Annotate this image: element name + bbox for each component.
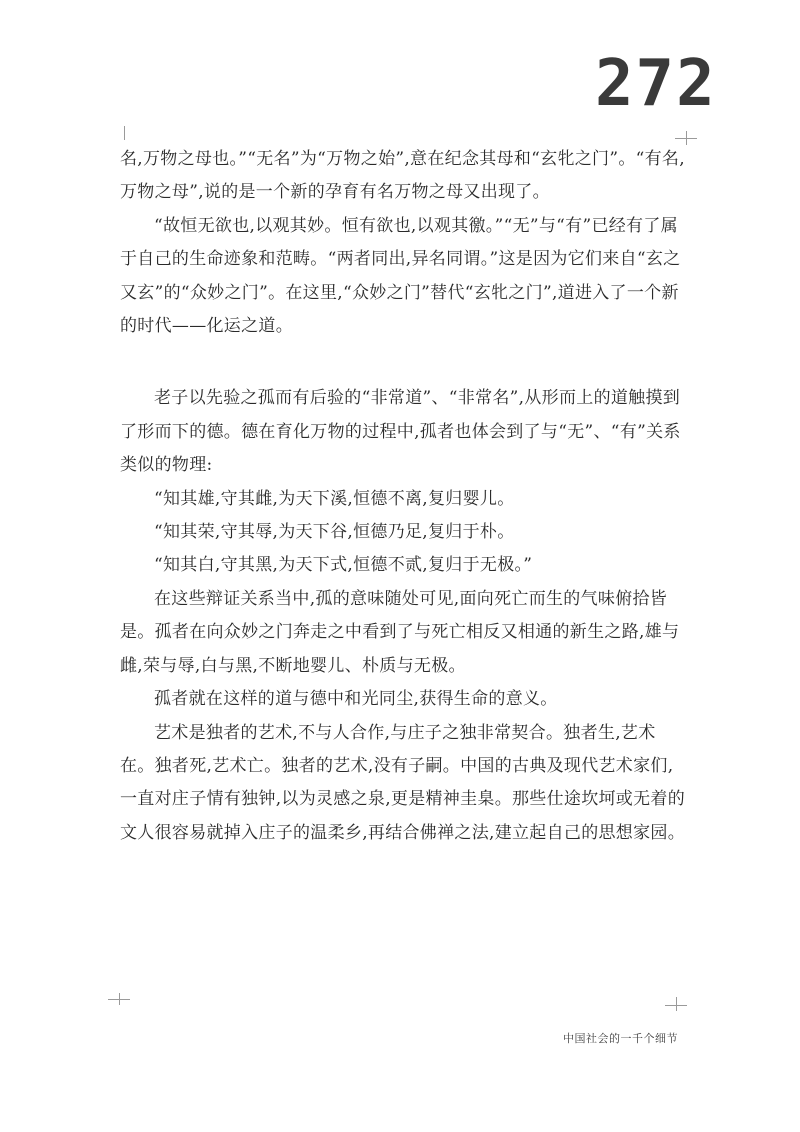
paragraph: 老子以先验之孤而有后验的“非常道”、“非常名”,从形而上的道触摸到了形而下的德。德在育化万物的过程中,孤者也体会到了与“无”、“有”关系类似的物理: (120, 388, 681, 476)
crop-mark-bottom-right-v (676, 997, 677, 1011)
crop-mark-top-left (124, 126, 125, 140)
paragraph: “故恒无欲也,以观其妙。恒有欲也,以观其徼。”“无”与“有”已经有了属于自己的生命迹象和范畴。“两者同出,异名同谓。”这是因为它们来自“玄之又玄”的“众妙之门”。在这里,“众妙之门”替代“玄牝之门”,道进入了一个新的时代——化运之道。 (120, 215, 681, 337)
paragraph: 名,万物之母也。”“无名”为“万物之始”,意在纪念其母和“玄牝之门”。“有名,万物之母”,说的是一个新的孕育有名万物之母又出现了。 (120, 149, 685, 203)
crop-mark-top-right-v (686, 131, 687, 145)
quote-line: “知其白,守其黑,为天下式,恒德不贰,复归于无极。” (154, 555, 533, 576)
quote-line: “知其荣,守其辱,为天下谷,恒德乃足,复归于朴。 (154, 522, 515, 543)
crop-mark-bottom-left-v (119, 993, 120, 1005)
quote-line: “知其雄,守其雌,为天下溪,恒德不离,复归婴儿。 (154, 488, 515, 509)
paragraph: 在这些辩证关系当中,孤的意味随处可见,面向死亡而生的气味俯拾皆是。孤者在向众妙之门奔走之中看到了与死亡相反又相通的新生之路,雄与雌,荣与辱,白与黑,不断地婴儿、朴质与无极。 (120, 588, 680, 676)
running-footer: 中国社会的一千个细节 (563, 1032, 678, 1045)
body-text (120, 143, 685, 850)
page-number: 272 (595, 47, 717, 121)
paragraph: 孤者就在这样的道与德中和光同尘,获得生命的意义。 (154, 689, 558, 710)
paragraph: 艺术是独者的艺术,不与人合作,与庄子之独非常契合。独者生,艺术在。独者死,艺术亡。独者的艺术,没有子嗣。中国的古典及现代艺术家们,一直对庄子情有独钟,以为灵感之泉,更是精神圭臬。那些仕途坎坷或无着的文人很容易就掉入庄子的温柔乡,再结合佛禅之法,建立起自己的思想家园。 (120, 722, 686, 843)
